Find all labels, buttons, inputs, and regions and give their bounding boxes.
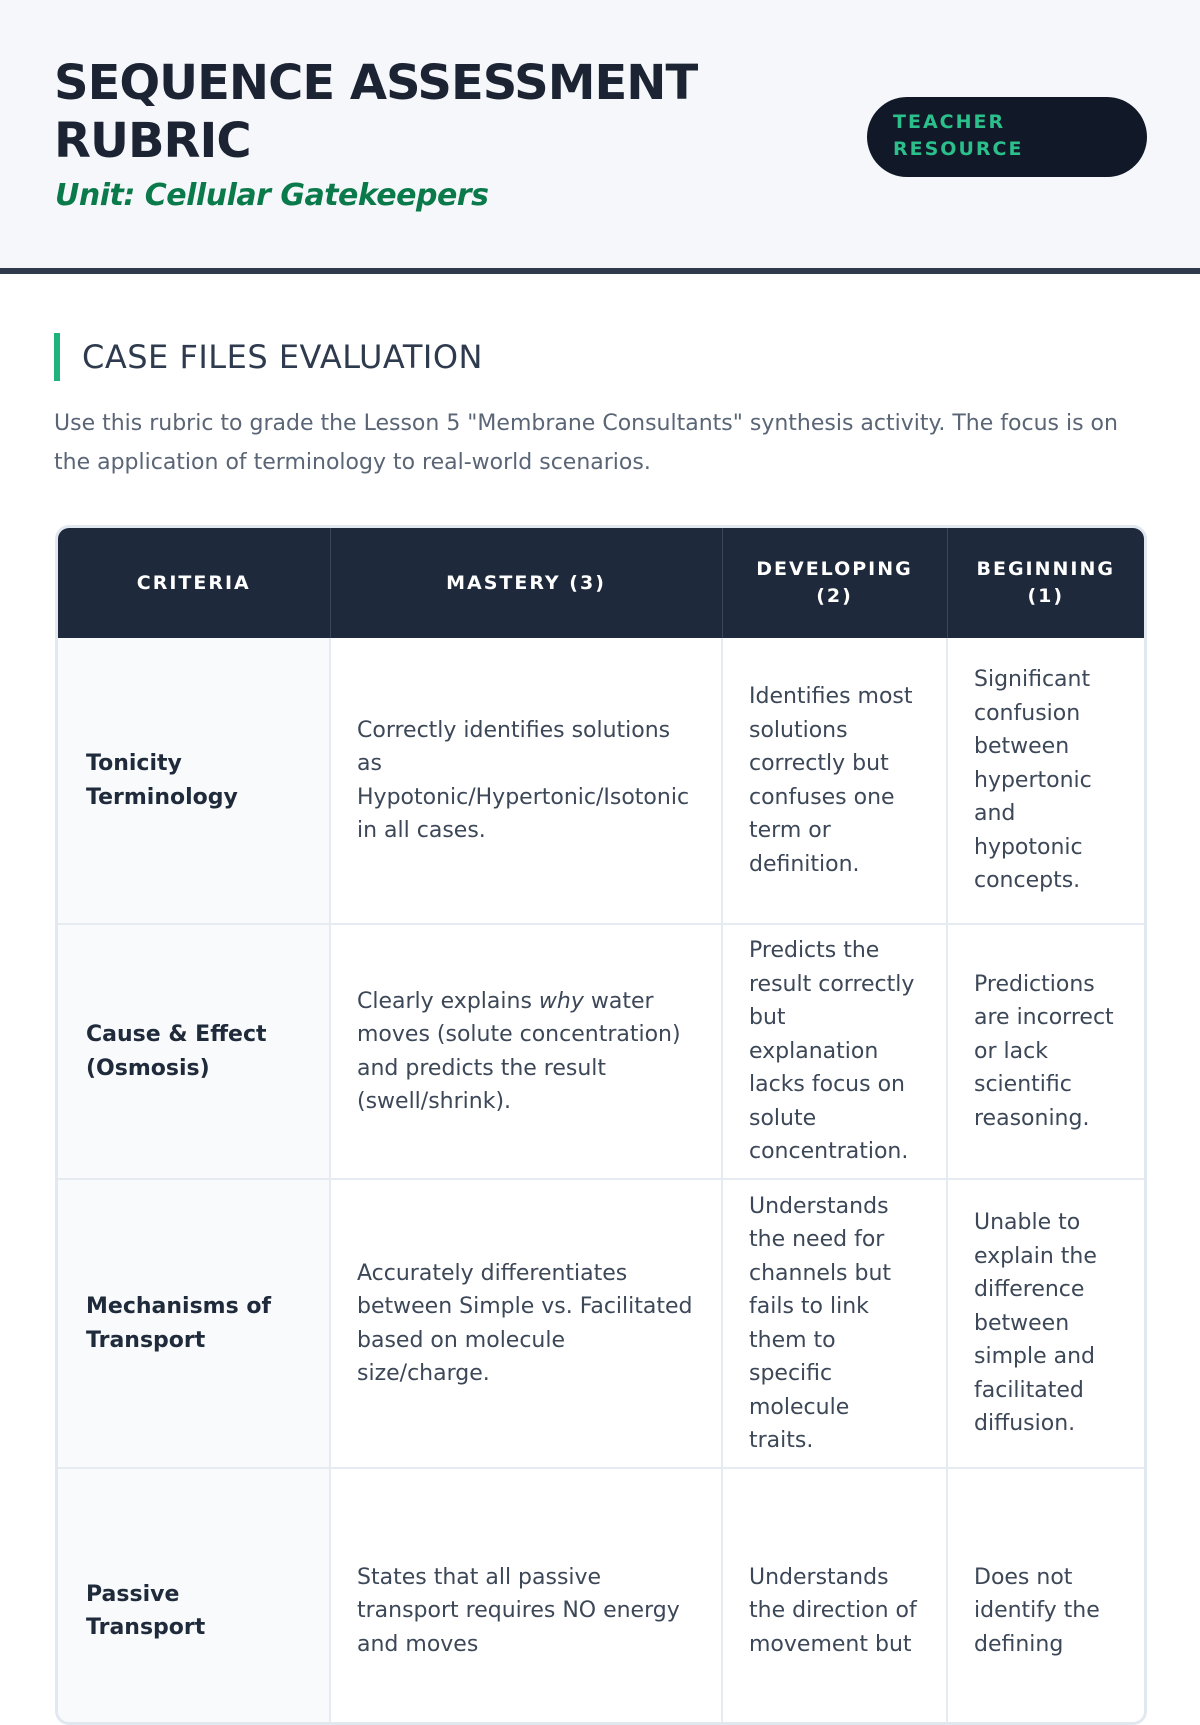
column-header-mastery: MASTERY (3) [330, 528, 722, 638]
mastery-text-after: water moves (solute concentration) and predicts the result (swell/shrink). [357, 988, 681, 1114]
mastery-cell: Correctly identifies solutions as Hypotonic/Hypertonic/Isotonic in all cases. [330, 638, 722, 924]
page-title-line-2: RUBRIC [54, 113, 251, 169]
mastery-cell: Accurately differentiates between Simple vs. Facilitated based on molecule size/charge. [330, 1179, 722, 1468]
section-heading [54, 333, 483, 381]
mastery-emphasis: why [538, 988, 584, 1014]
beginning-cell: Significant confusion between hypertonic and hypotonic concepts. [947, 638, 1144, 924]
table-row [58, 1179, 1144, 1468]
mastery-cell [330, 924, 722, 1179]
developing-cell: Identifies most solutions correctly but confuses one term or definition. [722, 638, 947, 924]
section-intro: Use this rubric to grade the Lesson 5 "Membrane Consultants" synthesis activity. The focus is on the application of terminology to real-world scenarios. [54, 411, 1118, 475]
page-title-line-1: SEQUENCE ASSESSMENT [54, 55, 698, 111]
rubric-table-container [55, 525, 1147, 1725]
criteria-cell: Tonicity Terminology [58, 638, 330, 924]
table-row [58, 1468, 1144, 1725]
teacher-resource-badge [867, 97, 1147, 177]
table-header-row [58, 528, 1144, 638]
criteria-cell: Passive Transport [58, 1468, 330, 1725]
developing-cell: Understands the direction of movement but [722, 1468, 947, 1725]
table-row [58, 638, 1144, 924]
badge-line-2: RESOURCE [893, 138, 1024, 160]
rubric-table [58, 528, 1144, 1725]
mastery-cell: States that all passive transport requires NO energy and moves [330, 1468, 722, 1725]
column-header-developing: DEVELOPING (2) [722, 528, 947, 638]
badge-line-1: TEACHER [893, 111, 1006, 133]
page-title [54, 54, 754, 170]
criteria-cell: Cause & Effect (Osmosis) [58, 924, 330, 1179]
column-header-beginning: BEGINNING (1) [947, 528, 1144, 638]
column-header-criteria: CRITERIA [58, 528, 330, 638]
beginning-cell: Unable to explain the difference between simple and facilitated diffusion. [947, 1179, 1144, 1468]
table-row [58, 924, 1144, 1179]
page-header [0, 0, 1200, 274]
criteria-cell: Mechanisms of Transport [58, 1179, 330, 1468]
developing-cell: Predicts the result correctly but explanation lacks focus on solute concentration. [722, 924, 947, 1179]
developing-cell: Understands the need for channels but fails to link them to specific molecule traits. [722, 1179, 947, 1468]
beginning-cell: Does not identify the defining [947, 1468, 1144, 1725]
beginning-cell: Predictions are incorrect or lack scientific reasoning. [947, 924, 1144, 1179]
unit-subtitle: Unit: Cellular Gatekeepers [55, 178, 489, 213]
section-heading-text: CASE FILES EVALUATION [82, 338, 483, 376]
mastery-text-before: Clearly explains [357, 988, 532, 1014]
